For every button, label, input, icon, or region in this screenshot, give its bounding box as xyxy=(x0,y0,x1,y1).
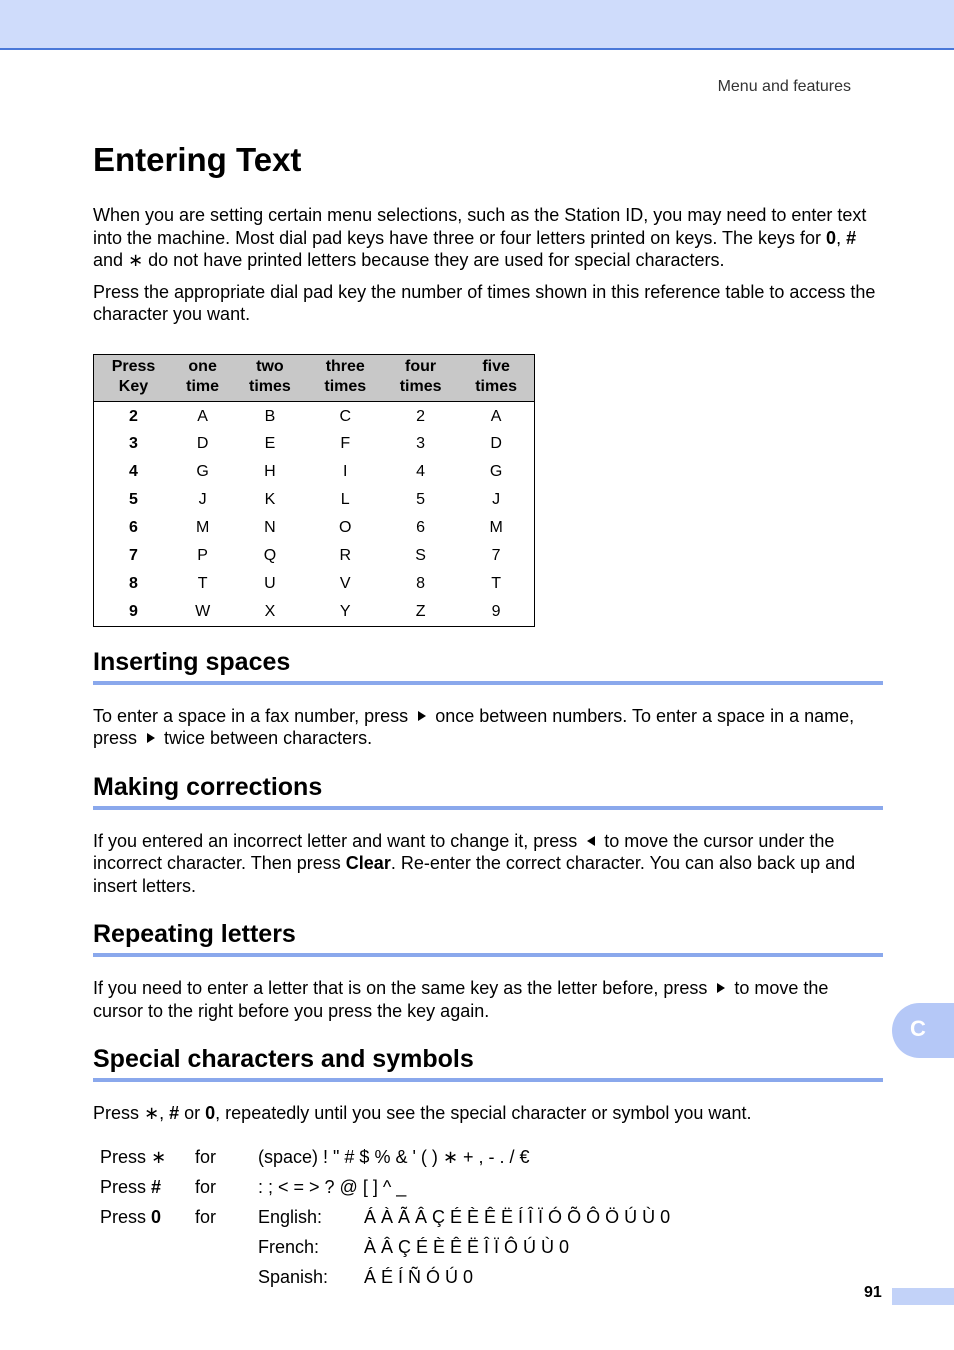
character-cell: J xyxy=(492,490,501,508)
special-row xyxy=(93,1143,883,1173)
intro-paragraph-2: Press the appropriate dial pad key the number of times shown in this reference table to access the character you want. xyxy=(93,281,876,324)
table-header-cell xyxy=(173,354,232,401)
special-row xyxy=(93,1203,883,1233)
table-row xyxy=(94,401,535,430)
intro-text: do not have printed letters because they are used for special characters. xyxy=(143,250,725,270)
character-cell: B xyxy=(264,407,276,425)
character-cell: 5 xyxy=(416,490,426,508)
character-cell: D xyxy=(196,434,209,452)
right-arrow-icon xyxy=(717,983,725,993)
character-cell: 4 xyxy=(416,462,426,480)
table-row xyxy=(94,514,535,542)
character-cell: R xyxy=(339,546,352,564)
character-reference-table xyxy=(93,354,535,627)
key-cell: 4 xyxy=(129,462,138,480)
header-line-2: time xyxy=(186,377,220,395)
table-row xyxy=(94,430,535,458)
character-cell: H xyxy=(264,462,276,480)
character-cell: Y xyxy=(339,602,351,620)
special-row xyxy=(93,1233,883,1263)
for-label: for xyxy=(195,1207,217,1227)
text: If you entered an incorrect letter and want to change it, press xyxy=(93,830,583,851)
header-line-2: Key xyxy=(118,377,149,395)
language-label: French: xyxy=(258,1237,320,1257)
text: or xyxy=(179,1103,206,1123)
table-header-cell xyxy=(94,354,173,401)
key-star: ∗ xyxy=(144,1103,160,1123)
key-0: 0 xyxy=(826,227,837,248)
character-cell: Z xyxy=(415,602,426,620)
character-cell: I xyxy=(343,462,348,480)
text: To enter a space in a fax number, press xyxy=(93,705,414,726)
key-cell: 9 xyxy=(129,602,138,620)
key-cell: 7 xyxy=(129,546,138,564)
character-cell: J xyxy=(198,490,207,508)
character-cell: P xyxy=(197,546,208,564)
press-key-cell xyxy=(93,1207,195,1228)
paragraph-inserting-spaces xyxy=(93,705,883,750)
character-cell: 9 xyxy=(491,602,501,620)
special-characters-list xyxy=(93,1143,883,1293)
text: , repeatedly until you see the special character or symbol you want. xyxy=(215,1103,752,1123)
key-cell: 8 xyxy=(129,574,138,592)
header-line-1: one xyxy=(188,357,217,375)
intro-text: When you are setting certain menu selections, such as the Station ID, you may need to enter text into the machine. Most dial pad keys have three or four letters printed on keys. The keys for xyxy=(93,205,867,248)
character-list: : ; < = > ? @ [ ] ^ _ xyxy=(258,1177,407,1197)
character-cell: 6 xyxy=(416,518,426,536)
header-line-1: five xyxy=(482,357,510,375)
side-tab-letter: C xyxy=(910,1016,926,1041)
text: . Re-enter the correct character. You can also back up and insert letters. xyxy=(93,853,856,896)
character-cell: A xyxy=(197,407,208,425)
intro-paragraph-1 xyxy=(93,204,883,272)
key-star: ∗ xyxy=(128,250,144,270)
special-row xyxy=(93,1173,883,1203)
character-cell: X xyxy=(264,602,276,620)
character-list: Á É Í Ñ Ó Ú 0 xyxy=(364,1267,474,1287)
key-0: 0 xyxy=(205,1103,216,1123)
paragraph-special-characters xyxy=(93,1102,883,1125)
intro-text: , xyxy=(836,227,847,248)
right-arrow-icon xyxy=(418,711,426,721)
character-cell: A xyxy=(490,407,502,425)
character-cell: 8 xyxy=(416,574,426,592)
key-hash: # xyxy=(169,1103,180,1123)
character-cell: V xyxy=(339,574,351,592)
press-key-cell xyxy=(93,1177,195,1198)
heading-making-corrections: Making corrections xyxy=(93,772,883,810)
text: to move the cursor to the right before you press the key again. xyxy=(93,978,829,1021)
key-cell: 2 xyxy=(129,407,138,425)
character-cell: K xyxy=(264,490,276,508)
key-label: 0 xyxy=(151,1207,162,1227)
key-cell: 3 xyxy=(129,434,138,452)
character-cell: 2 xyxy=(416,407,426,425)
text: once between numbers. To enter a space in a name, press xyxy=(93,705,855,748)
character-list: (space) ! " # $ % & ' ( ) ∗ + , - . / € xyxy=(258,1147,530,1167)
header-line-2: times xyxy=(249,377,291,395)
paragraph-repeating-letters xyxy=(93,977,883,1022)
text: Press xyxy=(93,1103,145,1123)
character-cell: W xyxy=(195,602,211,620)
character-cell: T xyxy=(491,574,502,592)
character-cell: G xyxy=(489,462,503,480)
table-header-cell xyxy=(232,354,307,401)
paragraph-making-corrections xyxy=(93,830,883,898)
header-line-2: times xyxy=(475,377,518,395)
key-label: # xyxy=(151,1177,162,1197)
key-cell: 6 xyxy=(129,518,138,536)
page-content xyxy=(93,140,883,1293)
character-cell: C xyxy=(339,407,352,425)
top-header-band xyxy=(0,0,954,50)
table-row xyxy=(94,458,535,486)
right-arrow-icon xyxy=(147,733,155,743)
character-cell: U xyxy=(264,574,276,592)
for-label: for xyxy=(195,1147,217,1167)
running-head: Menu and features xyxy=(717,78,851,95)
header-line-2: times xyxy=(399,377,442,395)
character-cell: G xyxy=(196,462,209,480)
table-body xyxy=(94,401,535,626)
header-line-1: Press xyxy=(111,357,156,375)
table-header-row xyxy=(94,354,535,401)
character-cell: N xyxy=(264,518,276,536)
language-label: English: xyxy=(258,1207,323,1227)
page-title: Entering Text xyxy=(93,141,302,178)
header-line-1: four xyxy=(405,357,437,375)
character-cell: O xyxy=(339,518,352,536)
key-cell: 5 xyxy=(129,490,138,508)
key-label: ∗ xyxy=(151,1147,167,1167)
character-cell: T xyxy=(197,574,208,592)
text: , xyxy=(159,1103,170,1123)
left-arrow-icon xyxy=(587,836,595,846)
character-cell: 3 xyxy=(416,434,426,452)
table-header-cell xyxy=(383,354,458,401)
press-label: Press xyxy=(100,1177,152,1197)
heading-special-characters: Special characters and symbols xyxy=(93,1044,883,1082)
key-hash: # xyxy=(846,227,857,248)
table-row xyxy=(94,570,535,598)
table-row xyxy=(94,598,535,627)
character-cell: M xyxy=(489,518,503,536)
character-cell: L xyxy=(340,490,350,508)
press-label: Press xyxy=(100,1147,152,1167)
appendix-side-tab xyxy=(892,1003,954,1058)
table-header-cell xyxy=(458,354,534,401)
table-row xyxy=(94,486,535,514)
text: If you need to enter a letter that is on the same key as the letter before, press xyxy=(93,978,713,998)
character-cell: S xyxy=(415,546,426,564)
table-header-cell xyxy=(308,354,383,401)
heading-inserting-spaces: Inserting spaces xyxy=(93,647,883,685)
character-cell: M xyxy=(195,518,210,536)
character-list: Á À Ã Â Ç É È Ê Ë Í Î Ï Ó Õ Ô Ö Ú Ù 0 xyxy=(364,1207,671,1227)
character-cell: 7 xyxy=(491,546,501,564)
text: twice between characters. xyxy=(159,728,373,748)
page-number-band xyxy=(892,1288,954,1305)
header-line-1: two xyxy=(256,357,284,375)
character-cell: D xyxy=(490,434,502,452)
table-row xyxy=(94,542,535,570)
intro-text: and xyxy=(93,250,129,270)
character-cell: E xyxy=(264,434,276,452)
clear-key-label: Clear xyxy=(345,853,391,873)
character-cell: F xyxy=(340,434,351,452)
press-label: Press xyxy=(100,1207,152,1227)
for-label: for xyxy=(195,1177,217,1197)
heading-repeating-letters: Repeating letters xyxy=(93,919,883,957)
header-line-2: times xyxy=(324,377,367,395)
special-row xyxy=(93,1263,883,1293)
character-list: À Â Ç É È Ê Ë Î Ï Ô Ú Ù 0 xyxy=(364,1237,570,1257)
character-cell: Q xyxy=(263,546,277,564)
header-line-1: three xyxy=(325,357,365,375)
language-label: Spanish: xyxy=(258,1267,329,1287)
page-number: 91 xyxy=(864,1284,882,1301)
text: to move the cursor under the incorrect character. Then press xyxy=(93,830,835,873)
press-key-cell xyxy=(93,1147,195,1168)
